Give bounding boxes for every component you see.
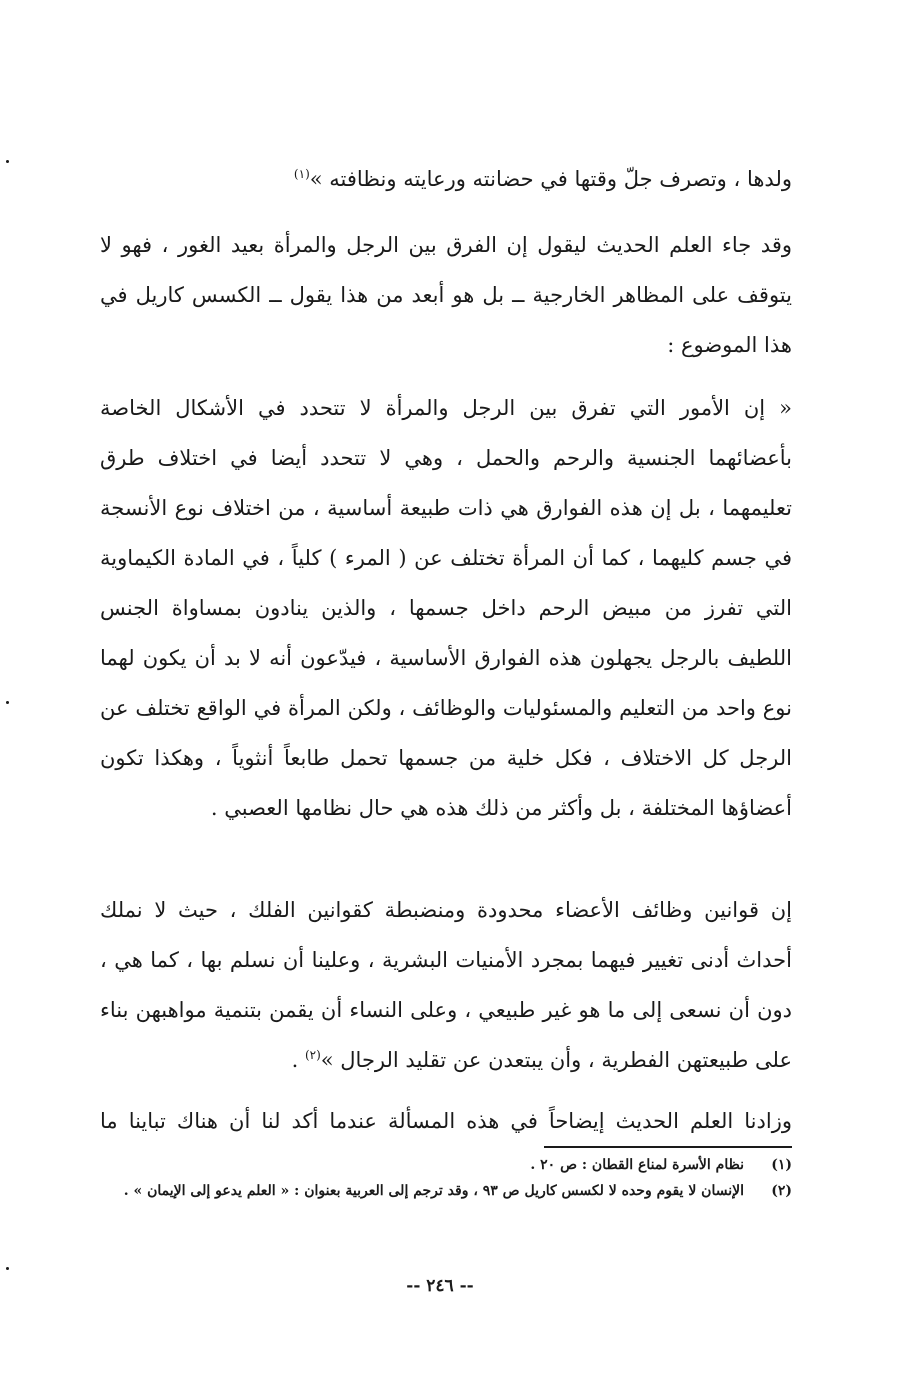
paragraph-text: ولدها ، وتصرف جلّ وقتها في حضانته ورعايته ونظافته » bbox=[309, 167, 792, 191]
footnote-text: الإنسان لا يقوم وحده لا لكسس كاريل ص ٩٣ ، وقد ترجم إلى العربية بعنوان : « العلم يدعو إلى الإيمان » . bbox=[123, 1183, 744, 1199]
margin-speck bbox=[6, 160, 9, 163]
footnote-reference: (٢) bbox=[304, 1048, 321, 1062]
paragraph-text: « إن الأمور التي تفرق بين الرجل والمرأة لا تتحدد في الأشكال الخاصة بأعضائهما الجنسية والرحم والحمل ، وهي لا تتحدد أيضا في اختلاف طرق تعليمهما ، بل إن هذه الفوارق هي ذات طبيعة أساسية ، من اختلاف نوع الأنسجة في جسم كليهما ، كما أن المرأة تختلف عن ( المرء ) كلياً ، في المادة الكيماوية التي تفرز من مبيض الرحم داخل جسمها ، والذين ينادون بمساواة الجنس اللطيف بالرجل يجهلون هذه الفوارق الأساسية ، فيدّعون أنه لا بد أن يكون لهما نوع واحد من التعليم والمسئوليات والوظائف ، ولكن المرأة في الواقع تختلف عن الرجل كل الاختلاف ، فكل خلية من جسمها تحمل طابعاً أنثوياً ، وهكذا تكون أعضاؤها المختلفة ، بل وأكثر من ذلك هذه هي حال نظامها العصبي . bbox=[100, 396, 792, 820]
paragraph-continues bbox=[100, 1096, 792, 1146]
paragraph-quote bbox=[100, 383, 792, 833]
footnotes bbox=[100, 1152, 792, 1204]
footnote-item bbox=[100, 1178, 792, 1204]
footnote-number: (٢) bbox=[771, 1183, 792, 1199]
margin-speck bbox=[6, 701, 9, 704]
paragraph-tail: . bbox=[291, 1048, 305, 1072]
page-number: -- ٢٤٦ -- bbox=[406, 1276, 474, 1296]
paragraph-quote-end bbox=[100, 885, 792, 1085]
footnote-number: (١) bbox=[771, 1157, 792, 1173]
paragraph-intro bbox=[100, 220, 792, 370]
paragraph-text: وقد جاء العلم الحديث ليقول إن الفرق بين الرجل والمرأة بعيد الغور ، فهو لا يتوقف على المظاهر الخارجية ــ بل هو أبعد من هذا يقول ــ الكسس كاريل في هذا الموضوع : bbox=[100, 233, 792, 357]
paragraph-continuation bbox=[100, 154, 792, 204]
footnote-item bbox=[100, 1152, 792, 1178]
footnote-separator bbox=[544, 1146, 792, 1148]
footnote-text: نظام الأسرة لمناع القطان : ص ٢٠ . bbox=[530, 1157, 744, 1173]
paragraph-text: إن قوانين وظائف الأعضاء محدودة ومنضبطة كقوانين الفلك ، حيث لا نملك أحداث أدنى تغيير فيهما بمجرد الأمنيات البشرية ، وعلينا أن نسلم بها ، كما هي ، دون أن نسعى إلى ما هو غير طبيعي ، وعلى النساء أن يقمن بتنمية مواهبهن بناء على طبيعتهن الفطرية ، وأن يبتعدن عن تقليد الرجال » bbox=[100, 898, 793, 1072]
footnote-reference: (١) bbox=[293, 167, 310, 181]
paragraph-text: وزادنا العلم الحديث إيضاحاً في هذه المسألة عندما أكد لنا أن هناك تباينا ما bbox=[100, 1109, 792, 1133]
margin-speck bbox=[6, 1267, 9, 1270]
